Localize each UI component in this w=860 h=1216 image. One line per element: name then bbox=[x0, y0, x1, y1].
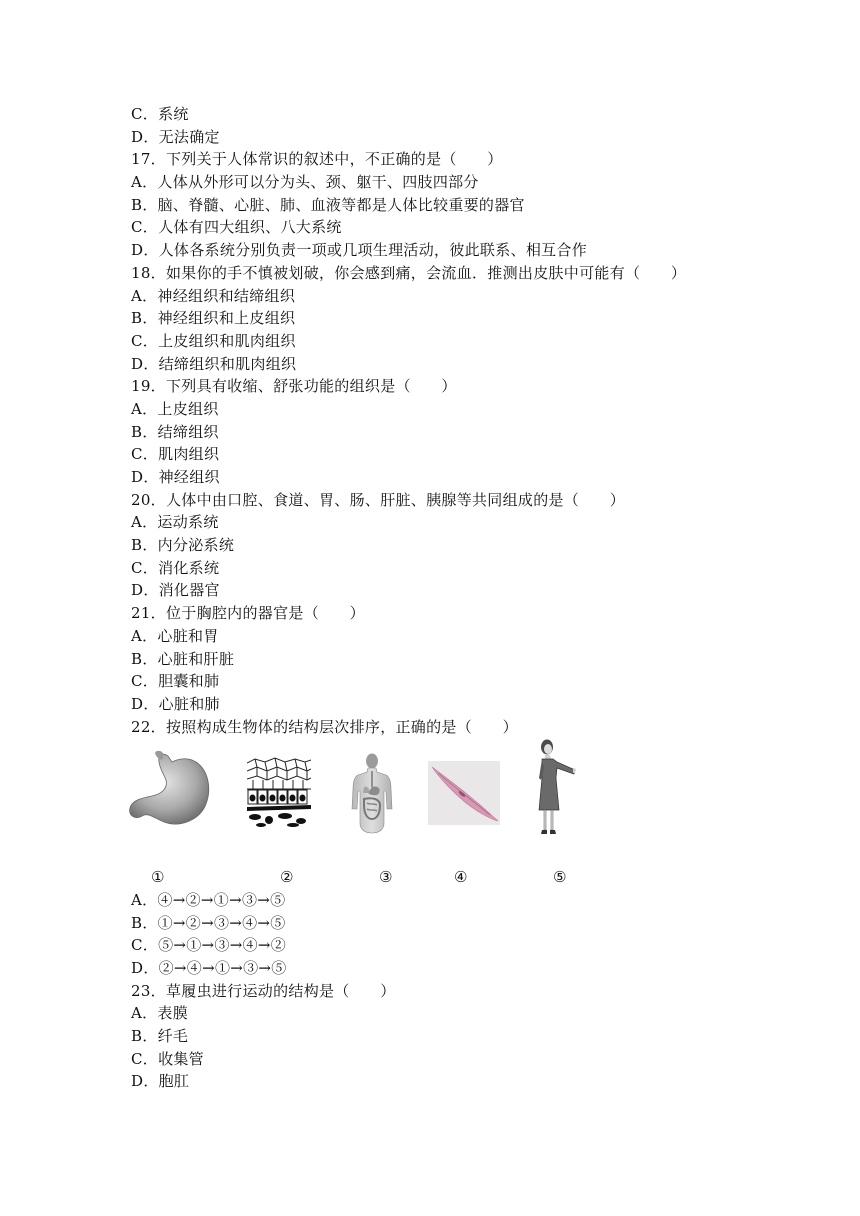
question-17-stem: 17．下列关于人体常识的叙述中，不正确的是（ ） bbox=[131, 150, 503, 169]
question-18-option-a: A．神经组织和结缔组织 bbox=[131, 286, 296, 305]
question-19-option-c: C．肌肉组织 bbox=[131, 445, 220, 464]
question-content bbox=[131, 103, 831, 1093]
question-22-option-b: B．①→②→③→④→⑤ bbox=[131, 913, 286, 932]
question-20-option-c: C．消化系统 bbox=[131, 558, 220, 577]
figure-label-4: ④ bbox=[454, 868, 468, 887]
question-19-option-a: A．上皮组织 bbox=[131, 399, 219, 418]
person-icon bbox=[537, 738, 577, 838]
question-20-option-a: A．运动系统 bbox=[131, 513, 219, 532]
question-23-option-d: D．胞肛 bbox=[131, 1072, 190, 1091]
question-20-option-b: B．内分泌系统 bbox=[131, 536, 235, 555]
question-22-option-a: A．④→②→①→③→⑤ bbox=[131, 890, 286, 909]
question-20-stem: 20．人体中由口腔、食道、胃、肠、肝脏、胰腺等共同组成的是（ ） bbox=[131, 490, 625, 509]
epithelial-tissue-icon bbox=[247, 757, 311, 827]
question-18-stem: 18．如果你的手不慎被划破，你会感到痛，会流血．推测出皮肤中可能有（ ） bbox=[131, 263, 687, 282]
question-22-stem: 22．按照构成生物体的结构层次排序，正确的是（ ） bbox=[131, 717, 518, 736]
question-18-option-c: C．上皮组织和肌肉组织 bbox=[131, 331, 296, 350]
question-17-option-b: B．脑、脊髓、心脏、肺、血液等都是人体比较重要的器官 bbox=[131, 195, 525, 214]
question-19-option-d: D．神经组织 bbox=[131, 468, 220, 486]
question-23-option-c: C．收集管 bbox=[131, 1049, 204, 1068]
question-17-option-a: A．人体从外形可以分为头、颈、躯干、四肢四部分 bbox=[131, 173, 479, 192]
figure-label-2: ② bbox=[280, 868, 294, 887]
digestive-system-icon bbox=[350, 753, 396, 835]
figure-label-5: ⑤ bbox=[553, 868, 567, 887]
option-d-prev: D．无法确定 bbox=[131, 127, 220, 146]
questions-22-to-23 bbox=[131, 889, 831, 1093]
question-23-option-b: B．纤毛 bbox=[131, 1027, 189, 1046]
question-23-stem: 23．草履虫进行运动的结构是（ ） bbox=[131, 981, 396, 1000]
figure-label-3: ③ bbox=[379, 868, 393, 887]
stomach-icon bbox=[128, 750, 212, 830]
structure-level-figure bbox=[131, 738, 831, 866]
question-21-option-c: C．胆囊和肺 bbox=[131, 672, 220, 691]
figure-label-1: ① bbox=[151, 868, 165, 887]
question-22-option-c: C．⑤→①→③→④→② bbox=[131, 936, 287, 955]
question-21-option-a: A．心脏和胃 bbox=[131, 626, 219, 645]
question-20-option-d: D．消化器官 bbox=[131, 581, 220, 600]
question-21-option-b: B．心脏和肝脏 bbox=[131, 649, 235, 668]
muscle-cell-icon bbox=[428, 761, 500, 825]
question-17-option-d: D．人体各系统分别负责一项或几项生理活动，彼此联系、相互合作 bbox=[131, 241, 588, 260]
question-23-option-a: A．表膜 bbox=[131, 1004, 189, 1023]
option-c-prev: C．系统 bbox=[131, 105, 189, 123]
question-19-option-b: B．结缔组织 bbox=[131, 422, 219, 441]
question-21-option-d: D．心脏和肺 bbox=[131, 694, 220, 713]
question-22-option-d: D．②→④→①→③→⑤ bbox=[131, 959, 287, 977]
question-17-option-c: C．人体有四大组织、八大系统 bbox=[131, 218, 342, 237]
question-19-stem: 19．下列具有收缩、舒张功能的组织是（ ） bbox=[131, 377, 457, 396]
figure-labels bbox=[131, 866, 831, 889]
question-18-option-b: B．神经组织和上皮组织 bbox=[131, 309, 296, 328]
question-18-option-d: D．结缔组织和肌肉组织 bbox=[131, 354, 297, 373]
question-21-stem: 21．位于胸腔内的器官是（ ） bbox=[131, 604, 365, 623]
questions-17-to-22 bbox=[131, 103, 831, 738]
